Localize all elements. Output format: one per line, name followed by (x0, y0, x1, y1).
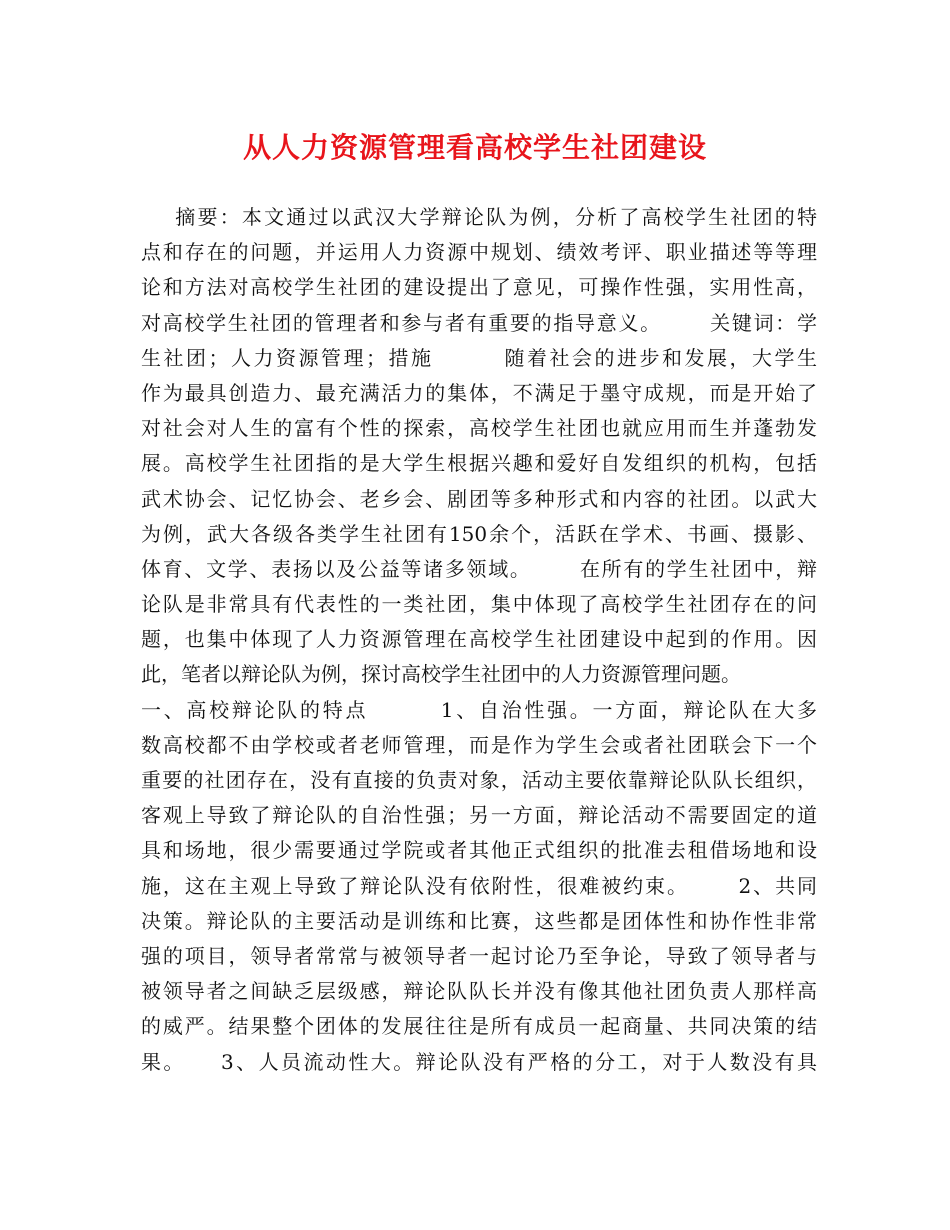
body-line: 生社团；人力资源管理；措施 随着社会的进步和发展，大学生 (141, 345, 817, 370)
body-line: 摘要：本文通过以武汉大学辩论队为例，分析了高校学生社团的特 (141, 205, 817, 229)
body-line: 点和存在的问题，并运用人力资源中规划、绩效考评、职业描述等等理 (141, 240, 817, 265)
body-line: 对高校学生社团的管理者和参与者有重要的指导意义。 关键词：学 (141, 310, 817, 335)
body-line: 对社会对人生的富有个性的探索，高校学生社团也就应用而生并蓬勃发 (141, 416, 817, 441)
body-line: 此，笔者以辩论队为例，探讨高校学生社团中的人力资源管理问题。 (141, 662, 741, 687)
body-line: 数高校都不由学校或者老师管理，而是作为学生会或者社团联会下一个 (141, 732, 817, 757)
body-line: 论队是非常具有代表性的一类社团，集中体现了高校学生社团存在的问 (141, 592, 817, 617)
body-line: 客观上导致了辩论队的自治性强；另一方面，辩论活动不需要固定的道 (141, 803, 817, 828)
body-line: 体育、文学、表扬以及公益等诸多领域。 在所有的学生社团中，辩 (141, 556, 817, 581)
body-line: 展。高校学生社团指的是大学生根据兴趣和爱好自发组织的机构，包括 (141, 451, 817, 476)
body-line: 强的项目，领导者常常与被领导者一起讨论乃至争论，导致了领导者与 (141, 943, 817, 968)
document-title: 从人力资源管理看高校学生社团建设 (242, 131, 707, 164)
document-body (141, 200, 817, 1080)
body-line: 一、高校辩论队的特点 1、自治性强。一方面，辩论队在大多 (141, 697, 817, 722)
body-line: 作为最具创造力、最充满活力的集体，不满足于墨守成规，而是开始了 (141, 380, 817, 405)
body-line: 施，这在主观上导致了辩论队没有依附性，很难被约束。 2、共同 (141, 873, 817, 898)
body-line: 论和方法对高校学生社团的建设提出了意见，可操作性强，实用性高， (141, 275, 817, 300)
body-line: 具和场地，很少需要通过学院或者其他正式组织的批准去租借场地和设 (141, 838, 817, 863)
body-line: 果。 3、人员流动性大。辩论队没有严格的分工，对于人数没有具 (141, 1049, 817, 1074)
body-line: 为例，武大各级各类学生社团有150余个，活跃在学术、书画、摄影、 (141, 521, 817, 546)
body-line: 被领导者之间缺乏层级感，辩论队队长并没有像其他社团负责人那样高 (141, 979, 817, 1004)
body-line: 武术协会、记忆协会、老乡会、剧团等多种形式和内容的社团。以武大 (141, 486, 817, 511)
body-line: 的威严。结果整个团体的发展往往是所有成员一起商量、共同决策的结 (141, 1014, 817, 1039)
body-line: 题，也集中体现了人力资源管理在高校学生社团建设中起到的作用。因 (141, 627, 817, 652)
body-line: 重要的社团存在，没有直接的负责对象，活动主要依靠辩论队队长组织， (141, 768, 817, 792)
body-line: 决策。辩论队的主要活动是训练和比赛，这些都是团体性和协作性非常 (141, 908, 817, 933)
